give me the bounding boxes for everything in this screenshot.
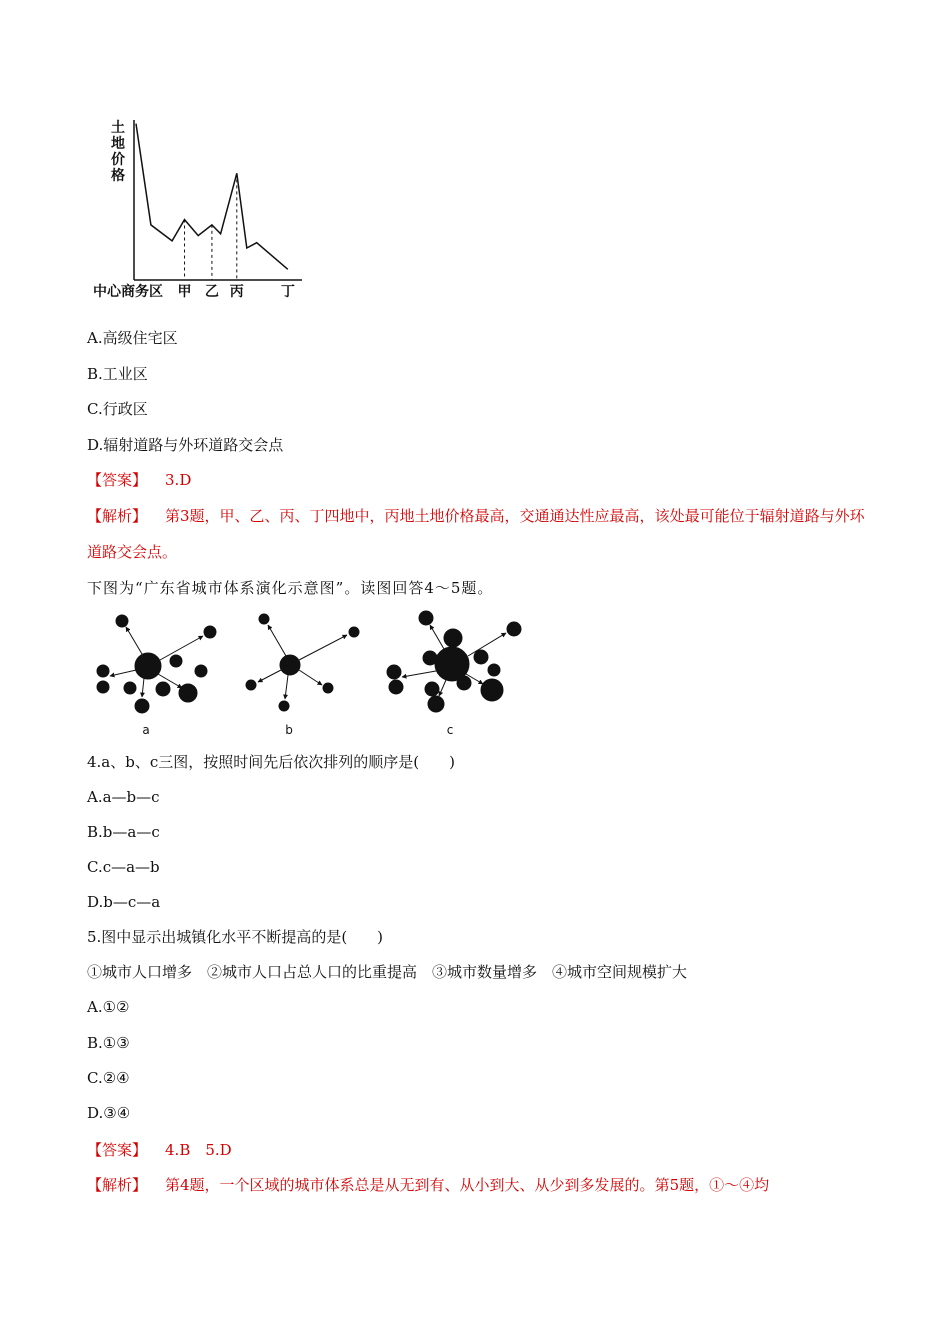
- city-node: [97, 681, 109, 693]
- y-axis-label-char: 地: [111, 136, 125, 152]
- diagram-b: [246, 614, 359, 737]
- q3-option-d: D.辐射道路与外环道路交会点: [87, 436, 284, 454]
- analysis-tag: 【解析】: [87, 507, 148, 525]
- q5-option-a: A.①②: [87, 998, 130, 1016]
- city-node: [444, 629, 462, 647]
- analysis-text: 第3题，甲、乙、丙、丁四地中，丙地土地价格最高，交通通达性应最高，该处最可能位于辐射道路与外环道路交会点。: [87, 507, 865, 561]
- city-node: [481, 679, 503, 701]
- city-node: [419, 611, 433, 625]
- q45-answer: [87, 1140, 232, 1160]
- city-node: [124, 682, 136, 694]
- city-node: [170, 655, 182, 667]
- intro-text: 下图为“广东省城市体系演化示意图”。读图回答4～5题。: [87, 579, 494, 597]
- y-axis-label-char: 格: [111, 168, 125, 184]
- city-node: [423, 651, 437, 665]
- q5-option-c: C.②④: [87, 1069, 130, 1087]
- x-marker-label: 乙: [204, 284, 219, 300]
- city-node: [259, 614, 269, 624]
- diagram-label-a: a: [142, 723, 150, 737]
- city-node: [389, 680, 403, 694]
- marker-labels: [178, 284, 295, 300]
- x-marker-label: 甲: [177, 284, 192, 300]
- land-price-chart: [84, 112, 314, 302]
- city-node: [97, 665, 109, 677]
- city-node: [425, 682, 439, 696]
- x-marker-label: 丁: [280, 284, 295, 300]
- city-node: [323, 683, 333, 693]
- city-node: [387, 665, 401, 679]
- city-node: [156, 682, 170, 696]
- city-system-diagram: [84, 608, 534, 738]
- q5-statements: ①城市人口增多 ②城市人口占总人口的比重提高 ③城市数量增多 ④城市空间规模扩大: [87, 963, 688, 981]
- central-city: [280, 655, 300, 675]
- q5-option-d: D.③④: [87, 1104, 131, 1122]
- q45-analysis: [87, 1175, 769, 1195]
- q3-option-a: A.高级住宅区: [87, 329, 178, 347]
- city-node: [474, 650, 488, 664]
- city-node: [135, 699, 149, 713]
- city-node: [279, 701, 289, 711]
- city-node: [195, 665, 207, 677]
- price-series-line: [136, 124, 288, 270]
- y-axis-label-char: 土: [111, 120, 125, 136]
- y-axis-label-char: 价: [111, 152, 125, 168]
- analysis-tag: 【解析】: [87, 1176, 148, 1194]
- q3-option-c: C.行政区: [87, 400, 148, 418]
- diagram-a: [97, 615, 216, 737]
- diagram-label-c: c: [446, 723, 454, 737]
- city-node: [116, 615, 128, 627]
- city-node: [204, 626, 216, 638]
- diagram-c: [387, 611, 521, 737]
- answer-text: 3.D: [165, 471, 192, 489]
- city-node: [179, 684, 197, 702]
- q4-stem: 4.a、b、c三图，按照时间先后依次排列的顺序是( ): [87, 753, 455, 771]
- diagram-label-b: b: [285, 723, 293, 737]
- answer-tag: 【答案】: [87, 1141, 148, 1159]
- origin-label: 中心商务区: [93, 284, 163, 300]
- q3-answer: [87, 470, 191, 490]
- central-city: [135, 653, 161, 679]
- q3-analysis: [87, 498, 867, 570]
- city-node: [246, 680, 256, 690]
- answer-tag: 【答案】: [87, 471, 148, 489]
- city-node: [507, 622, 521, 636]
- q4-option-c: C.c—a—b: [87, 858, 160, 876]
- q4-option-b: B.b—a—c: [87, 823, 160, 841]
- x-marker-label: 丙: [229, 284, 244, 300]
- answer-text: 4.B 5.D: [165, 1141, 232, 1159]
- q3-option-b: B.工业区: [87, 365, 148, 383]
- city-node: [457, 676, 471, 690]
- analysis-text: 第4题，一个区域的城市体系总是从无到有、从小到大、从少到多发展的。第5题，①～④均: [165, 1176, 770, 1194]
- q4-option-a: A.a—b—c: [87, 788, 160, 806]
- city-node: [428, 696, 444, 712]
- city-node: [488, 664, 500, 676]
- q4-option-d: D.b—c—a: [87, 893, 161, 911]
- city-node: [349, 627, 359, 637]
- y-axis-label: [111, 119, 125, 184]
- q5-option-b: B.①③: [87, 1034, 130, 1052]
- q5-stem: 5.图中显示出城镇化水平不断提高的是( ): [87, 928, 384, 946]
